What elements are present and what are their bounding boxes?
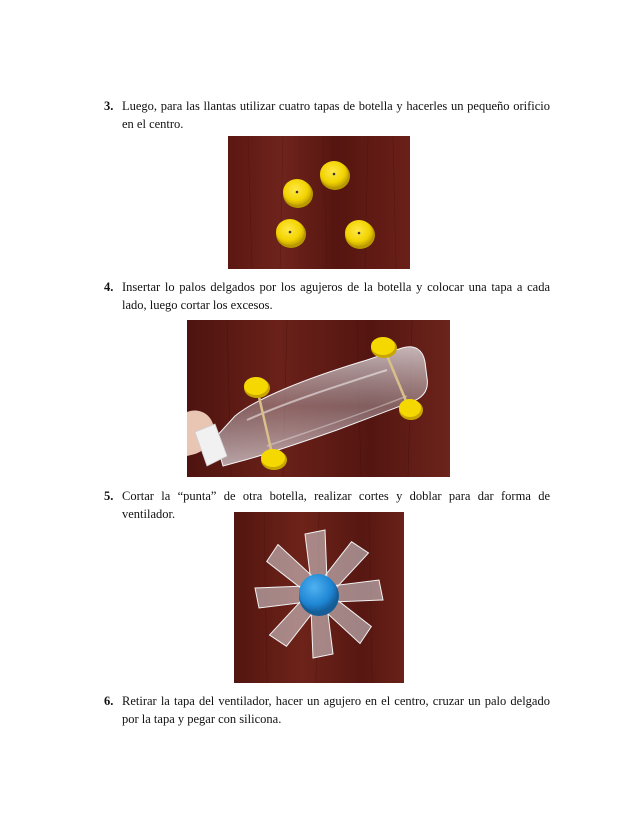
step-6 [104, 692, 550, 728]
photo-bottle-caps [228, 136, 410, 269]
step-4 [104, 278, 550, 314]
step-text: Insertar lo palos delgados por los agujeros de la botella y colocar una tapa a cada lado, luego cortar los excesos. [122, 280, 550, 312]
bottle-caps-illustration [228, 136, 410, 269]
bottle-car-illustration [187, 320, 450, 477]
step-number: 6. [104, 694, 114, 708]
step-3 [104, 97, 550, 133]
step-text: Cortar la “punta” de otra botella, realizar cortes y doblar para dar forma de ventilador. [122, 489, 550, 521]
step-text: Luego, para las llantas utilizar cuatro tapas de botella y hacerles un pequeño orificio en el centro. [122, 99, 550, 131]
step-number: 3. [104, 99, 114, 113]
photo-bottle-fan [234, 512, 404, 683]
step-text: Retirar la tapa del ventilador, hacer un agujero en el centro, cruzar un palo delgado por la tapa y pegar con silicona. [122, 694, 550, 726]
bottle-fan-illustration [234, 512, 404, 683]
photo-bottle-car [187, 320, 450, 477]
step-number: 4. [104, 280, 114, 294]
step-number: 5. [104, 489, 114, 503]
